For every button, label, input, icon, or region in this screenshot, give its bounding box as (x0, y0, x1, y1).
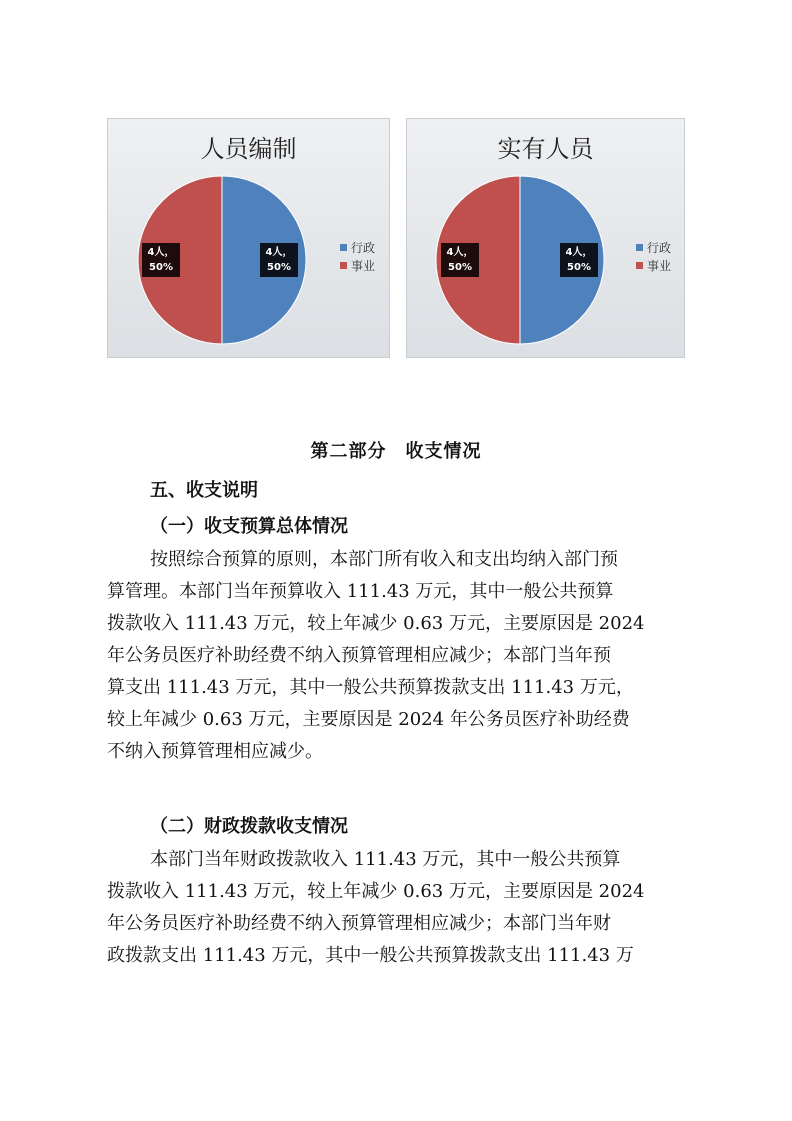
paragraph-line: 不纳入预算管理相应减少。 (107, 741, 323, 762)
subheading-budget-overview: （一）收支预算总体情况 (150, 516, 348, 537)
chart-legend (340, 238, 375, 274)
paragraph-line: 拨款收入 111.43 万元，较上年减少 0.63 万元，主要原因是 2024 (107, 881, 645, 902)
data-label-admin: 4人， 50% (560, 243, 598, 277)
chart-title: 实有人员 (497, 135, 594, 163)
paragraph-line: 拨款收入 111.43 万元，较上年减少 0.63 万元，主要原因是 2024 (107, 613, 645, 634)
paragraph-fiscal-appropriation (107, 844, 707, 972)
paragraph-line: 较上年减少 0.63 万元，主要原因是 2024 年公务员医疗补助经费 (107, 709, 630, 730)
paragraph-line: 年公务员医疗补助经费不纳入预算管理相应减少；本部门当年财 (107, 913, 611, 934)
data-label-institution: 4人， 50% (441, 243, 479, 277)
legend-swatch-institution (340, 262, 347, 269)
paragraph-budget-overview (107, 544, 707, 768)
paragraph-line: 政拨款支出 111.43 万元，其中一般公共预算拨款支出 111.43 万 (107, 945, 634, 966)
paragraph-line: 本部门当年财政拨款收入 111.43 万元，其中一般公共预算 (150, 849, 621, 870)
paragraph-line: 算管理。本部门当年预算收入 111.43 万元，其中一般公共预算 (107, 581, 614, 602)
legend-swatch-admin (340, 244, 347, 251)
chart-legend (636, 238, 671, 274)
legend-item-admin: 行政 (340, 238, 375, 256)
pie-chart-actual-staff (406, 118, 685, 358)
subheading-fiscal-appropriation: （二）财政拨款收支情况 (150, 816, 348, 837)
paragraph-line: 年公务员医疗补助经费不纳入预算管理相应减少；本部门当年预 (107, 645, 611, 666)
pie-chart-staffing (107, 118, 390, 358)
legend-item-admin: 行政 (636, 238, 671, 256)
subheading-5: 五、收支说明 (150, 480, 258, 501)
legend-swatch-institution (636, 262, 643, 269)
paragraph-line: 按照综合预算的原则，本部门所有收入和支出均纳入部门预 (150, 549, 618, 570)
legend-swatch-admin (636, 244, 643, 251)
data-label-institution: 4人， 50% (142, 243, 180, 277)
paragraph-line: 算支出 111.43 万元，其中一般公共预算拨款支出 111.43 万元， (107, 677, 634, 698)
legend-item-institution: 事业 (636, 256, 671, 274)
chart-title: 人员编制 (200, 135, 297, 163)
data-label-admin: 4人， 50% (260, 243, 298, 277)
legend-item-institution: 事业 (340, 256, 375, 274)
section-heading: 第二部分 收支情况 (310, 441, 482, 462)
